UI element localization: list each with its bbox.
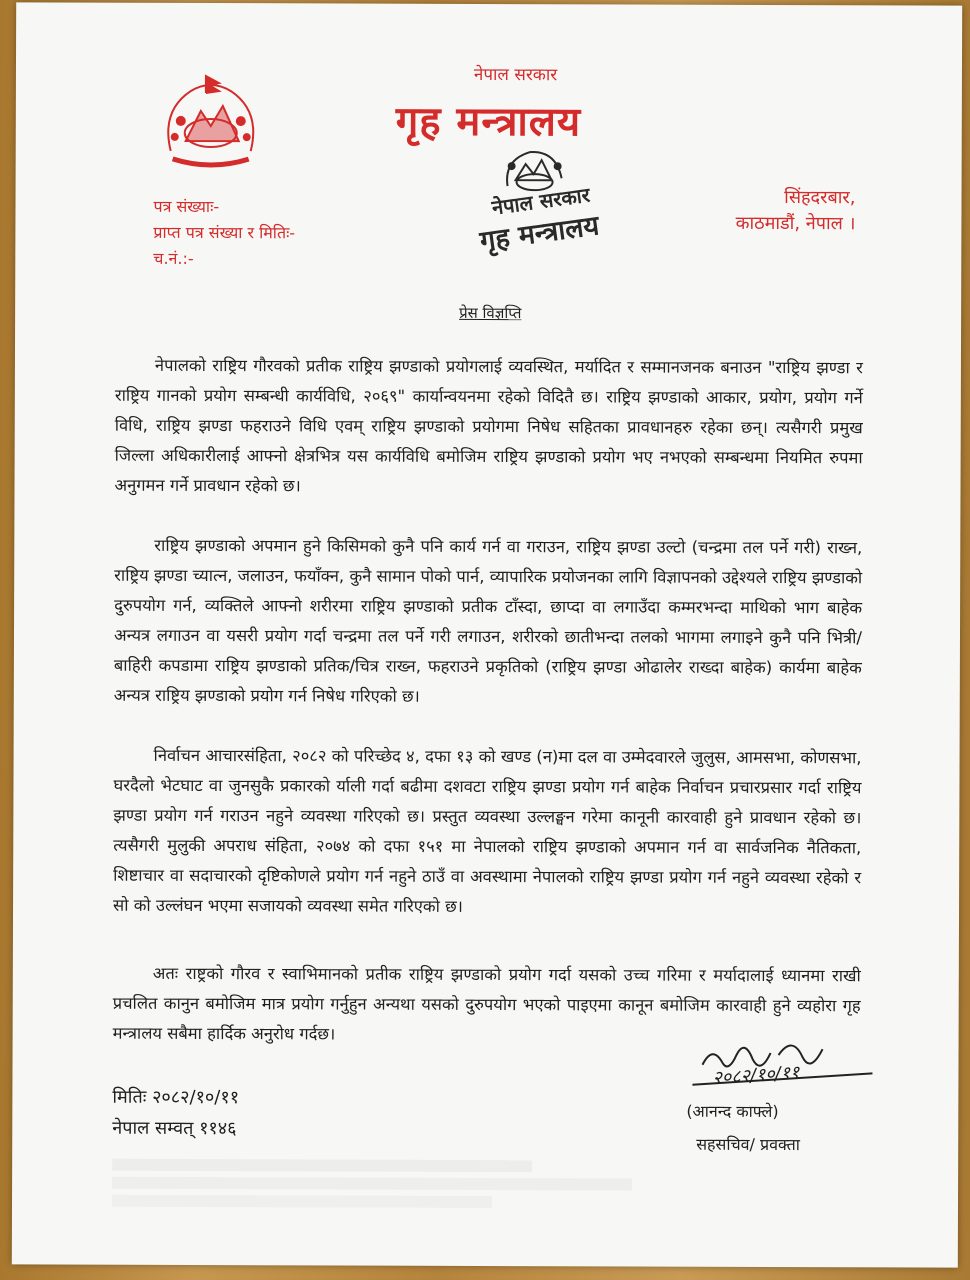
- handwritten-date: २०८२/१०/११: [711, 1062, 801, 1089]
- government-label: नेपाल सरकार: [473, 64, 558, 86]
- document-title: प्रेस विज्ञप्ति: [459, 303, 522, 323]
- dispatch-number-label: च.नं.:-: [153, 248, 194, 268]
- paragraph-4: अतः राष्ट्रको गौरव र स्वाभिमानको प्रतीक राष्ट्रिय झण्डाको प्रयोग गर्दा यसको उच्च गरिमा र मर्यादालाई ध्यानमा राखी प्रचलित कानुन बमोजिम मात्र प्रयोग गर्नुहुन अन्यथा यसको दुरुपयोग भएको पाइएमा कानून बमोजिम कारवाही हुने व्यहोरा गृह मन्त्रालय सबैमा हार्दिक अनुरोध गर्दछ।: [112, 963, 861, 1044]
- letter-page: [12, 2, 962, 1267]
- paragraph-1: नेपालको राष्ट्रिय गौरवको प्रतीक राष्ट्रिय झण्डाको प्रयोगलाई व्यवस्थित, मर्यादित र सम्मानजनक बनाउन "राष्ट्रिय झण्डा र राष्ट्रिय गानको प्रयोग सम्बन्धी कार्यविधि, २०६९" कार्यान्वयनमा रहेको विदितै छ। राष्ट्रिय झण्डाको आकार, प्रयोग, प्रयोग गर्ने विधि, राष्ट्रिय झण्डा फहराउने विधि एवम् राष्ट्रिय झण्डाको प्रयोगमा निषेध सहितका प्रावधानहरु रहेका छन्। त्यसैगरी प्रमुख जिल्ला अधिकारीलाई आफ्नो क्षेत्रभित्र यस कार्यविधि बमोजिम राष्ट्रिय झण्डाको प्रयोग भए नभएको सम्बन्धमा नियमित रुपमा अनुगमन गर्ने प्रावधान रहेको छ।: [114, 355, 863, 496]
- stamp-government-text: नेपाल सरकार: [490, 182, 592, 220]
- date-line: मितिः २०८२/१०/११: [112, 1086, 240, 1109]
- letter-number-label: पत्र संख्याः-: [153, 196, 220, 217]
- address-line-1: सिंहदरबार,: [784, 187, 856, 209]
- signatory-name: (आनन्द काफ्ले): [686, 1101, 779, 1122]
- ministry-title: गृह मन्त्रालय: [395, 98, 582, 146]
- stamp-ministry-text: गृह मन्त्रालय: [478, 210, 601, 258]
- paragraph-2: राष्ट्रिय झण्डाको अपमान हुने किसिमको कुनै पनि कार्य गर्न वा गराउन, राष्ट्रिय झण्डा उल्टो (चन्द्रमा तल पर्ने गरी) राख्न, राष्ट्रिय झण्डा च्यात्न, जलाउन, फयाँक्न, कुनै सामान पोको पार्न, व्यापारिक प्रयोजनका लागि विज्ञापनको उद्देश्यले राष्ट्रिय झण्डाको दुरुपयोग गर्न, व्यक्तिले आफ्नो शरीरमा राष्ट्रिय झण्डाको प्रतीक टाँस्दा, छाप्दा वा लगाउँदा कम्मरभन्दा माथिको भाग बाहेक अन्यत्र लगाउन वा यसरी प्रयोग गर्दा चन्द्रमा तल पर्ने गरी लगाउन, शरीरको छातीभन्दा तलको भागमा लगाइने कुनै पनि भित्री/बाहिरी कपडामा राष्ट्रिय झण्डाको प्रतिक/चित्र राख्न, फहराउने प्रकृतिको (राष्ट्रिय झण्डा ओढालेर राख्दा बाहेक) कार्यमा बाहेक अन्यत्र राष्ट्रिय झण्डाको प्रयोग गर्न निषेध गरिएको छ।: [113, 535, 863, 706]
- show-through-area: [112, 1153, 872, 1226]
- paragraph-3: निर्वाचन आचारसंहिता, २०८२ को परिच्छेद ४, दफा १३ को खण्ड (न)मा दल वा उम्मेदवारले जुलुस, आमसभा, कोणसभा, घरदैलो भेटघाट वा जुनसुकै प्रकारको र्याली गर्दा बढीमा दशवटा राष्ट्रिय झण्डा प्रयोग गर्न बाहेक निर्वाचन प्रचारप्रसार गर्दा राष्ट्रिय झण्डा प्रयोग गर्न गराउन नहुने व्यवस्था गरिएको छ। प्रस्तुत व्यवस्था उल्लङ्घन गरेमा कानूनी कारवाही हुने प्रावधान रहेको छ। त्यसैगरी मुलुकी अपराध संहिता, २०७४ को दफा १५१ मा नेपालको राष्ट्रिय झण्डाको अपमान गर्न वा सार्वजनिक नैतिकता, शिष्टाचार वा सदाचारको दृष्टिकोणले प्रयोग गर्न नहुने ठाउँ वा अवस्थामा नेपालको राष्ट्रिय झण्डा प्रयोग गर्न नहुने व्यवस्था रहेको र सो को उल्लंघन भएमा सजायको व्यवस्था समेत गरिएको छ।: [113, 745, 862, 916]
- received-letter-label: प्राप्त पत्र संख्या र मितिः-: [153, 222, 296, 243]
- address-line-2: काठमाडौं, नेपाल ।: [735, 212, 856, 235]
- signatory-role: सहसचिव/ प्रवक्ता: [696, 1134, 800, 1155]
- nepal-emblem-icon: [151, 71, 271, 181]
- nepal-sambat-line: नेपाल सम्वत् ११४६: [112, 1117, 237, 1140]
